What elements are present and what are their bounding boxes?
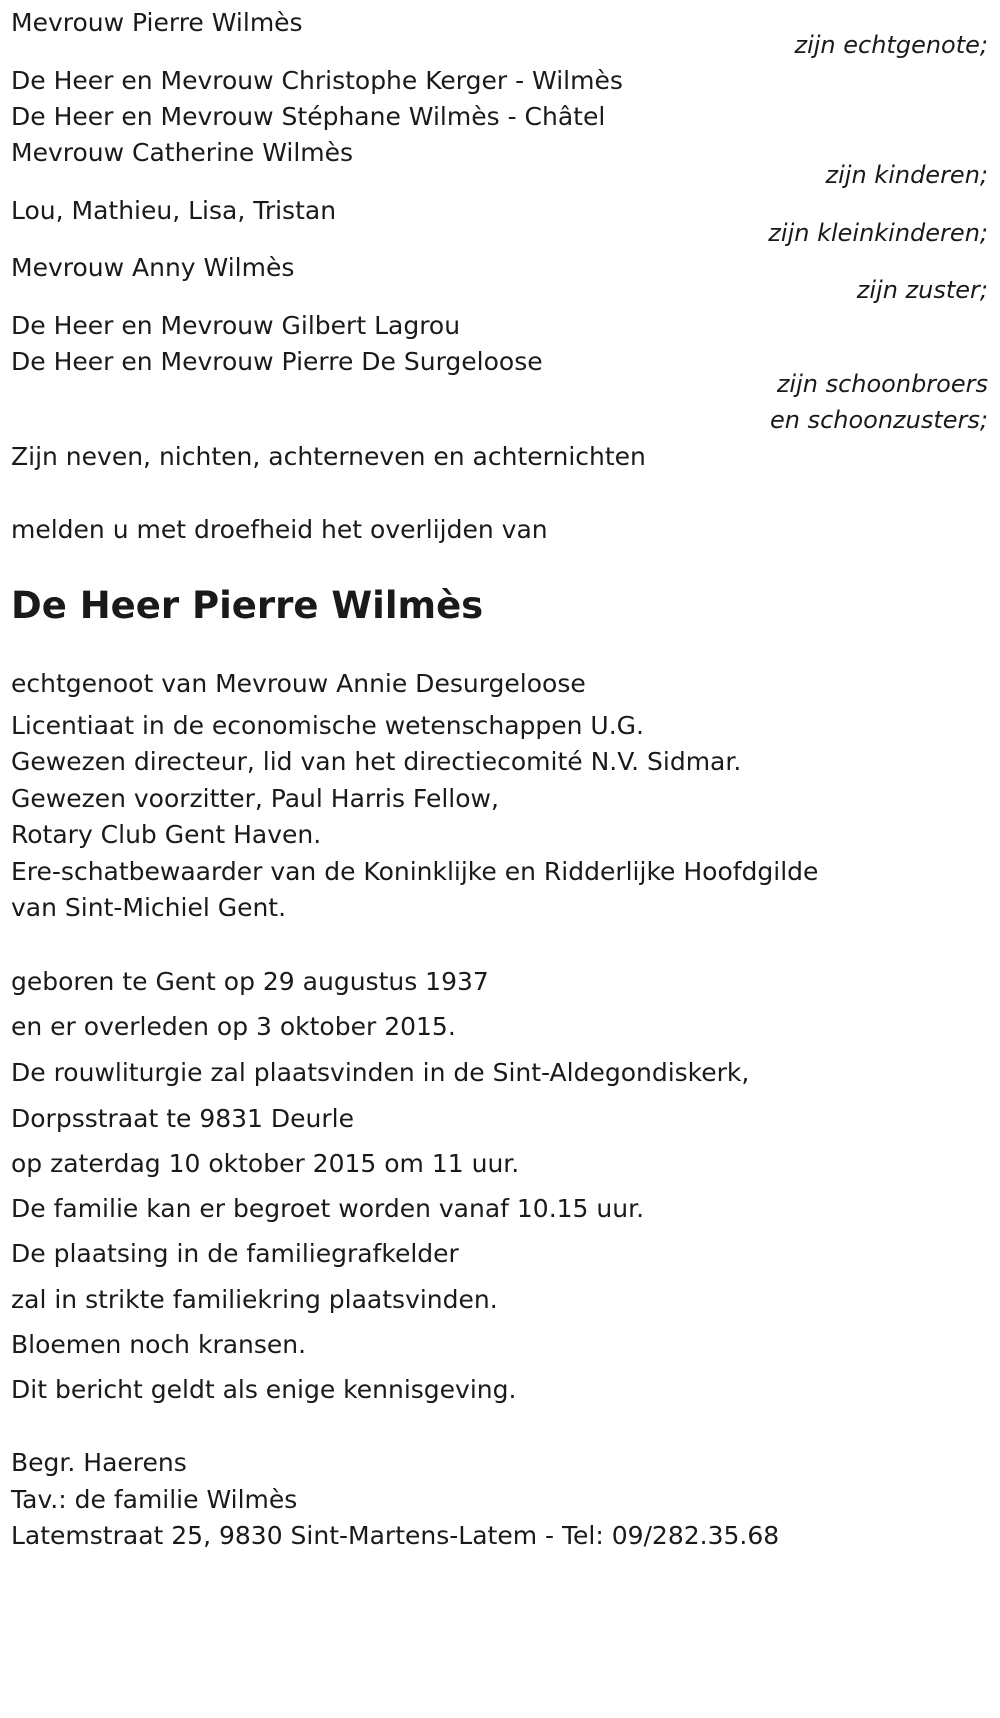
grandchildren-names: Lou, Mathieu, Lisa, Tristan — [11, 196, 337, 225]
cousins-line: Zijn neven, nichten, achterneven en achternichten — [11, 442, 646, 471]
detail-line: geboren te Gent op 29 augustus 1937 — [11, 967, 489, 996]
spouse-role: zijn echtgenote; — [794, 31, 988, 59]
spouse-line: echtgenoot van Mevrouw Annie Desurgeloose — [11, 669, 586, 698]
sister-name: Mevrouw Anny Wilmès — [11, 253, 295, 282]
bio-line: van Sint-Michiel Gent. — [11, 893, 287, 922]
detail-line: Bloemen noch kransen. — [11, 1330, 307, 1359]
detail-line: op zaterdag 10 oktober 2015 om 11 uur. — [11, 1149, 520, 1178]
bio-line: Rotary Club Gent Haven. — [11, 820, 322, 849]
children-role: zijn kinderen; — [825, 161, 988, 189]
funeral-home-name: Begr. Haerens — [11, 1448, 187, 1477]
detail-line: Dit bericht geldt als enige kennisgeving. — [11, 1375, 517, 1404]
bio-line: Gewezen directeur, lid van het directiecomité N.V. Sidmar. — [11, 747, 742, 776]
spouse-name: Mevrouw Pierre Wilmès — [11, 8, 303, 37]
announcement-text: melden u met droefheid het overlijden van — [11, 515, 548, 544]
bio-line: Licentiaat in de economische wetenschappen U.G. — [11, 711, 644, 740]
child-name: Mevrouw Catherine Wilmès — [11, 138, 354, 167]
bio-line: Gewezen voorzitter, Paul Harris Fellow, — [11, 784, 499, 813]
detail-line: Dorpsstraat te 9831 Deurle — [11, 1104, 354, 1133]
in-law-name: De Heer en Mevrouw Gilbert Lagrou — [11, 311, 461, 340]
detail-line: en er overleden op 3 oktober 2015. — [11, 1012, 456, 1041]
child-name: De Heer en Mevrouw Stéphane Wilmès - Châtel — [11, 102, 606, 131]
detail-line: zal in strikte familiekring plaatsvinden. — [11, 1285, 498, 1314]
in-laws-role: zijn schoonbroers — [776, 370, 988, 398]
funeral-home-address: Latemstraat 25, 9830 Sint-Martens-Latem - Tel: 09/282.35.68 — [11, 1521, 780, 1550]
in-law-name: De Heer en Mevrouw Pierre De Surgeloose — [11, 347, 543, 376]
bio-line: Ere-schatbewaarder van de Koninklijke en Ridderlijke Hoofdgilde — [11, 857, 819, 886]
funeral-home-contact: Tav.: de familie Wilmès — [11, 1485, 298, 1514]
deceased-name-heading: De Heer Pierre Wilmès — [11, 584, 484, 627]
in-laws-role: en schoonzusters; — [769, 406, 988, 434]
detail-line: De rouwliturgie zal plaatsvinden in de Sint-Aldegondiskerk, — [11, 1058, 750, 1087]
detail-line: De plaatsing in de familiegrafkelder — [11, 1239, 459, 1268]
child-name: De Heer en Mevrouw Christophe Kerger - Wilmès — [11, 66, 623, 95]
detail-line: De familie kan er begroet worden vanaf 10.15 uur. — [11, 1194, 645, 1223]
grandchildren-role: zijn kleinkinderen; — [768, 219, 988, 247]
sister-role: zijn zuster; — [856, 276, 988, 304]
